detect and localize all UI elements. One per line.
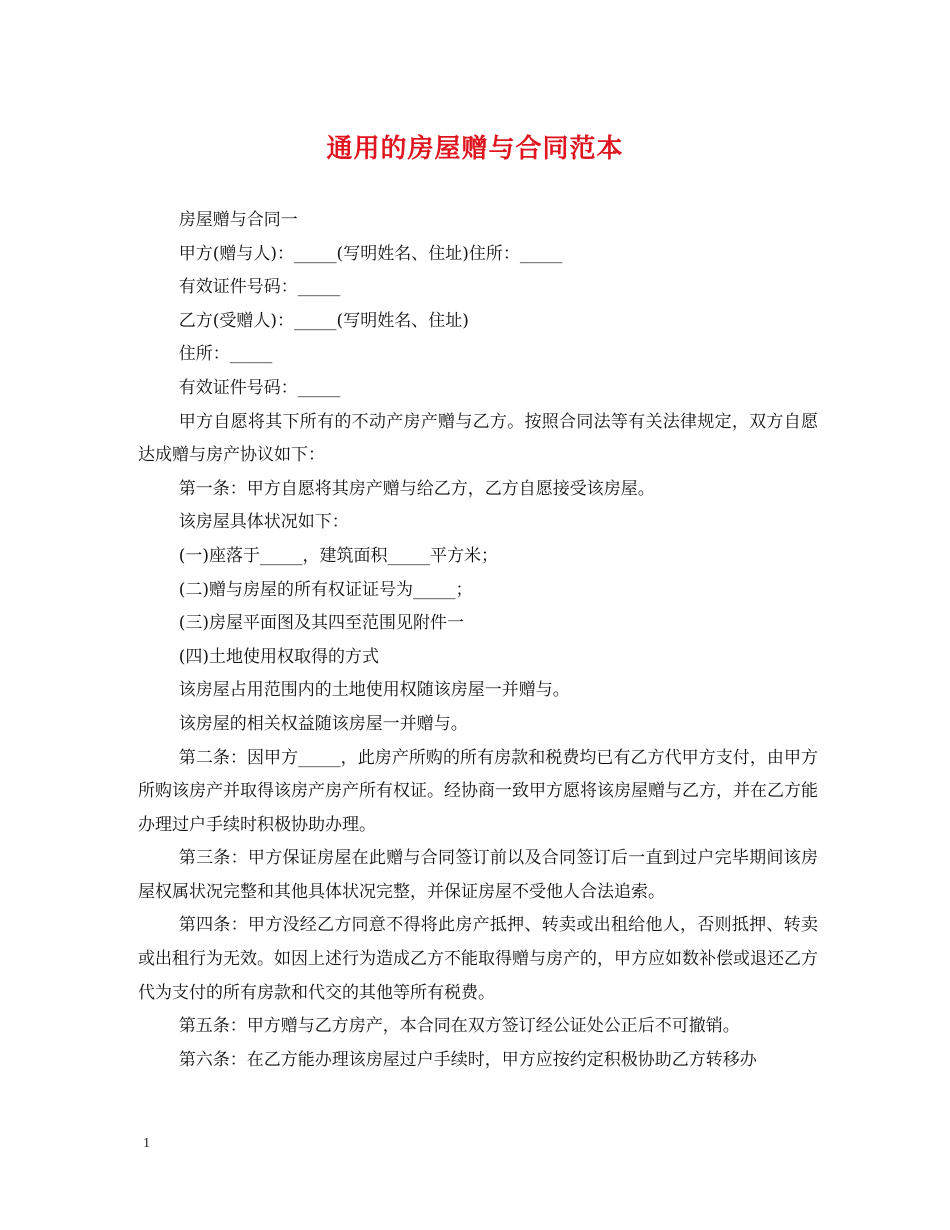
paragraph: 第五条：甲方赠与乙方房产，本合同在双方签订经公证处公正后不可撤销。 — [178, 1016, 740, 1037]
document-title: 通用的房屋赠与合同范本 — [326, 134, 624, 164]
paragraph: (三)房屋平面图及其四至范围见附件一 — [178, 613, 465, 634]
paragraph: 甲方自愿将其下所有的不动产房产赠与乙方。按照合同法等有关法律规定，双方自愿达成赠与房产协议如下： — [138, 411, 818, 466]
paragraph: 该房屋占用范围内的土地使用权随该房屋一并赠与。 — [178, 680, 570, 701]
paragraph: 第六条：在乙方能办理该房屋过户手续时，甲方应按约定积极协助乙方转移办 — [178, 1049, 757, 1070]
paragraph: 第一条：甲方自愿将其房产赠与给乙方，乙方自愿接受该房屋。 — [178, 478, 655, 499]
paragraph: 房屋赠与合同一 — [178, 210, 298, 230]
paragraph: (一)座落于_____，建筑面积_____平方米； — [178, 545, 499, 566]
paragraph: 有效证件号码：_____ — [178, 377, 341, 398]
document-body — [138, 204, 818, 1077]
paragraph: 乙方(受赠人)：_____(写明姓名、住址) — [178, 310, 469, 331]
page-number: 1 — [143, 1136, 150, 1151]
paragraph: 第四条：甲方没经乙方同意不得将此房产抵押、转卖或出租给他人，否则抵押、转卖或出租行为无效。如因上述行为造成乙方不能取得赠与房产的，甲方应如数补偿或退还乙方代为支付的所有房款和代交的其他等所有税费。 — [138, 915, 818, 1003]
paragraph: 甲方(赠与人)：_____(写明姓名、住址)住所：_____ — [178, 243, 563, 264]
paragraph: 住所：_____ — [178, 344, 273, 365]
paragraph: (二)赠与房屋的所有权证证号为_____； — [178, 579, 473, 600]
paragraph: 第三条：甲方保证房屋在此赠与合同签订前以及合同签订后一直到过户完毕期间该房屋权属状况完整和其他具体状况完整，并保证房屋不受他人合法追索。 — [138, 848, 818, 902]
paragraph: 该房屋具体状况如下： — [178, 512, 349, 533]
paragraph: 该房屋的相关权益随该房屋一并赠与。 — [178, 713, 468, 734]
paragraph: 有效证件号码：_____ — [178, 277, 341, 298]
paragraph: (四)土地使用权取得的方式 — [178, 646, 380, 667]
paragraph: 第二条：因甲方_____，此房产所购的所有房款和税费均已有乙方代甲方支付，由甲方所购该房产并取得该房产房产所有权证。经协商一致甲方愿将该房屋赠与乙方，并在乙方能办理过户手续时积极协助办理。 — [138, 747, 818, 835]
